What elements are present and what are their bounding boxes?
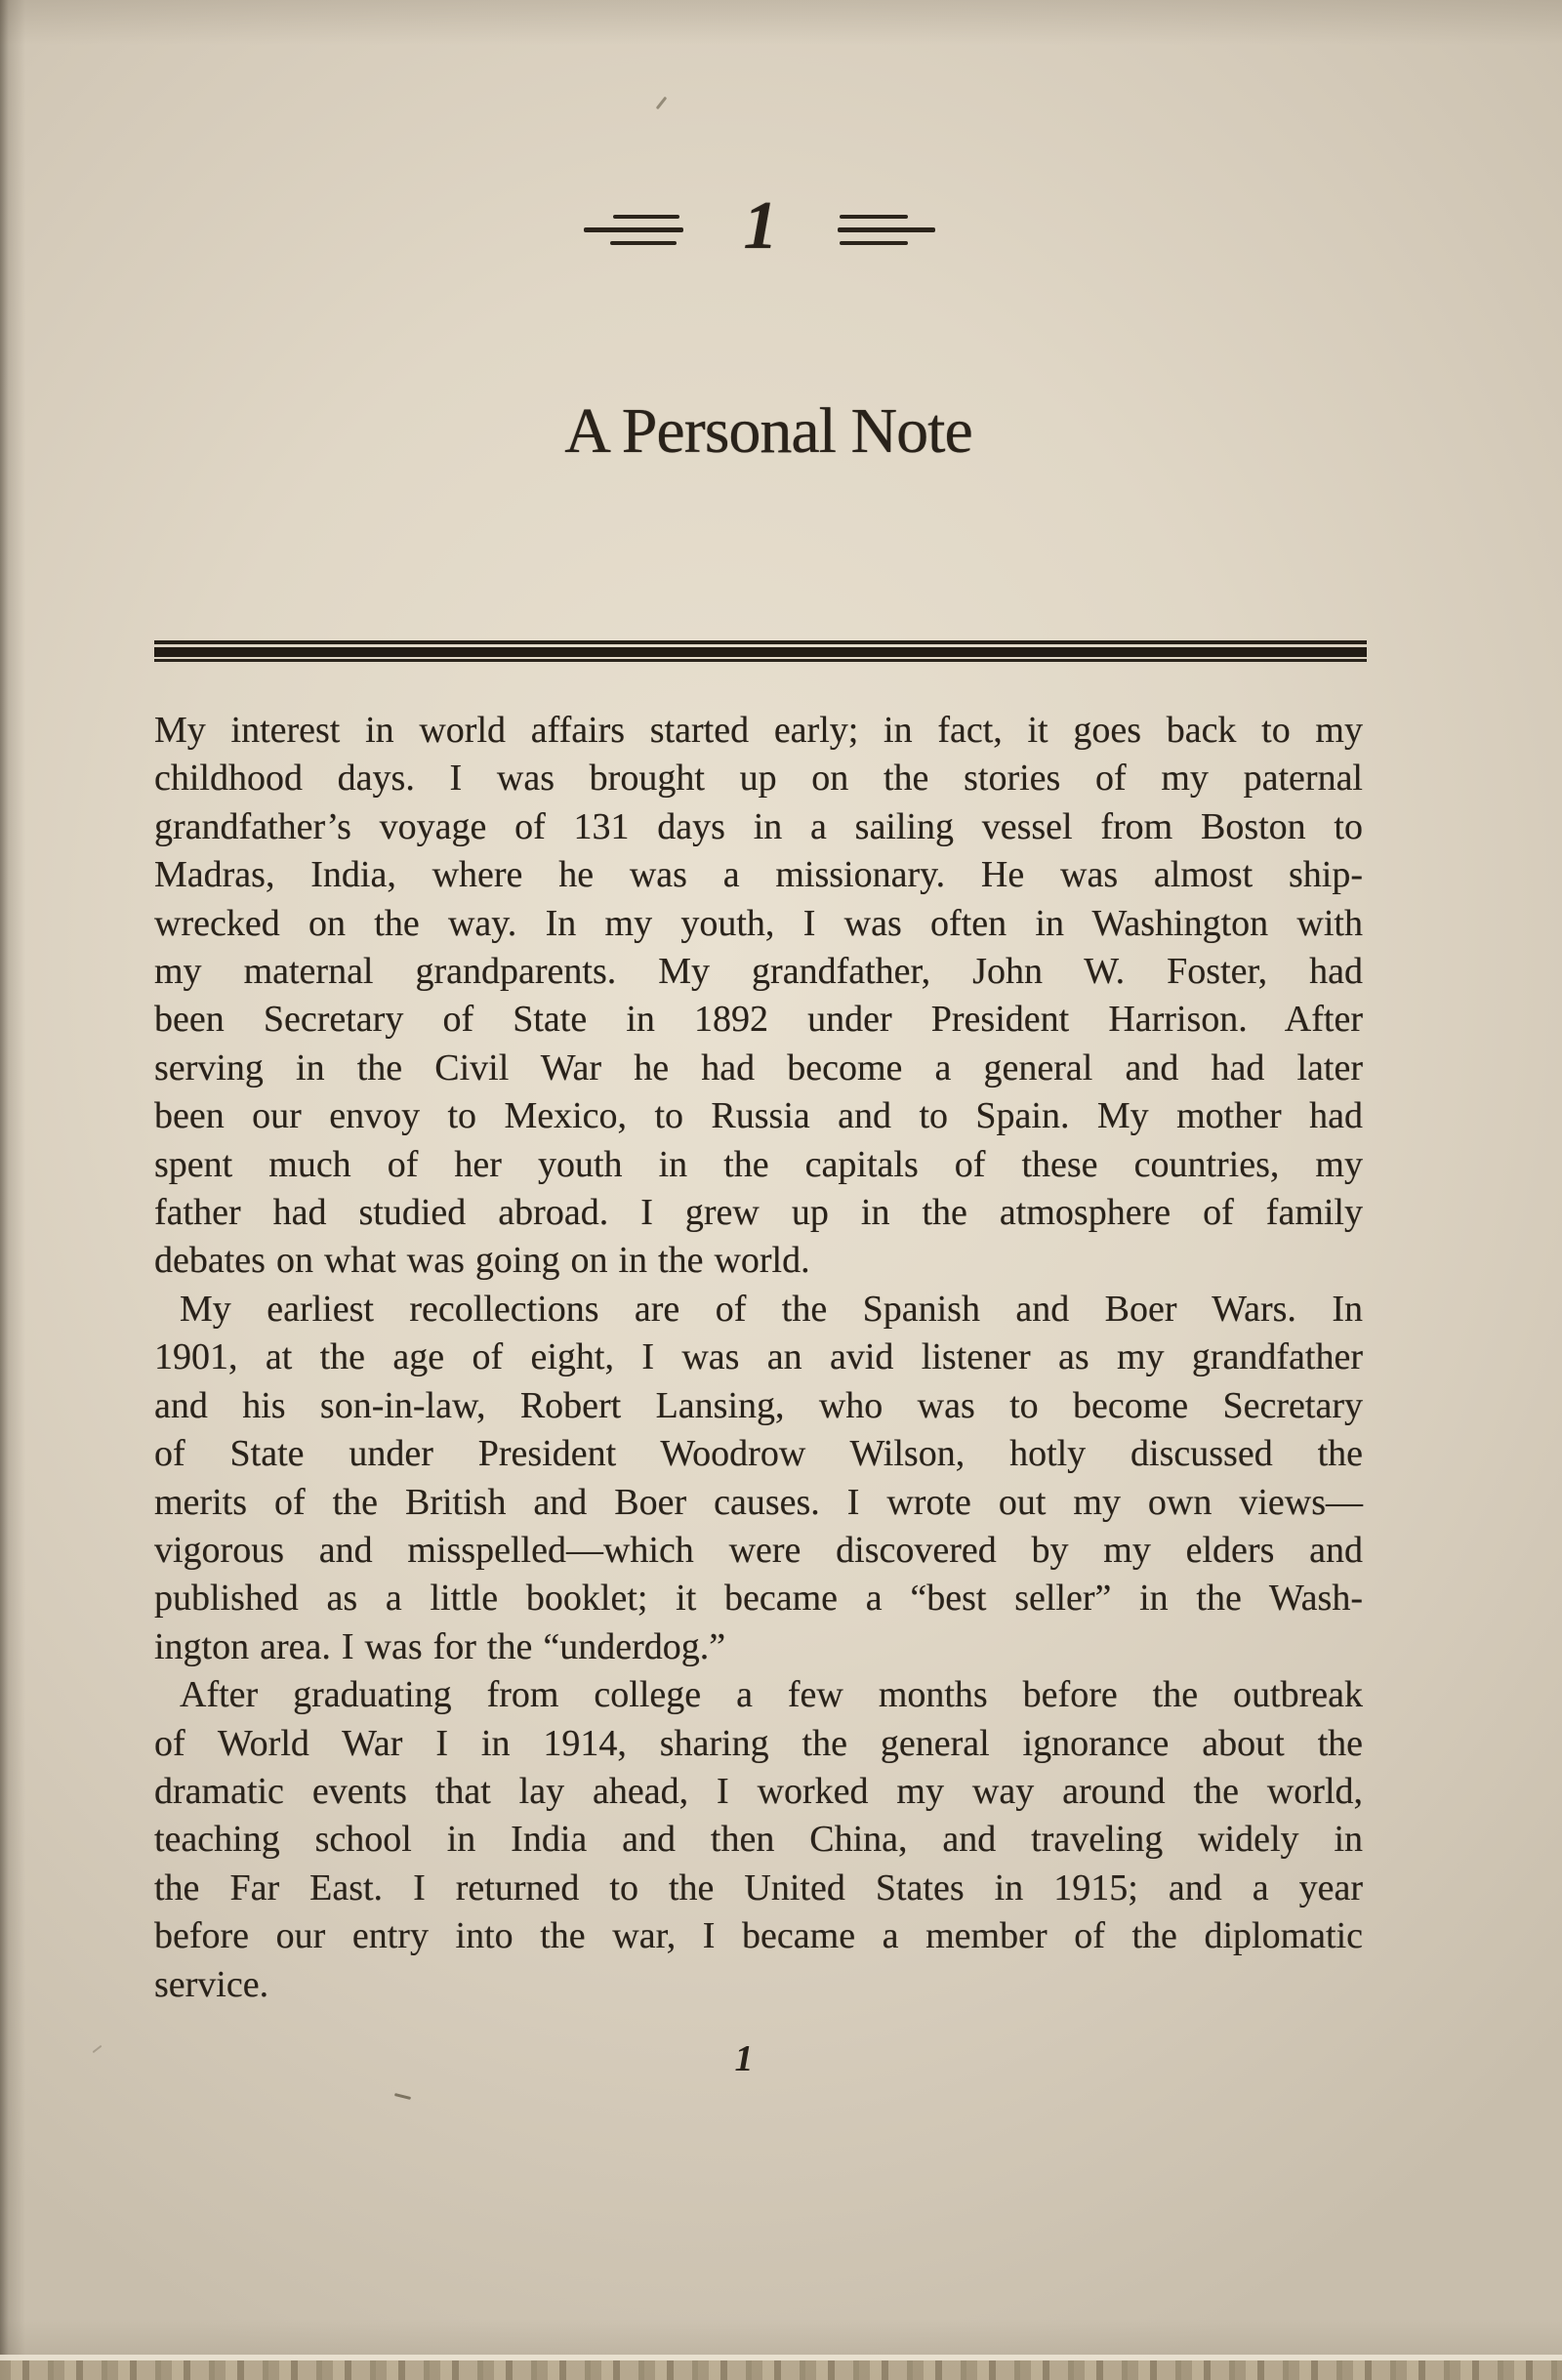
- ornament-rule: [584, 227, 683, 232]
- text-line: wrecked on the way. In my youth, I was often in Washington with: [154, 902, 1363, 944]
- text-line: debates on what was going on in the world.: [154, 1240, 810, 1282]
- text-line: vigorous and misspelled—which were discovered by my elders and: [154, 1529, 1363, 1571]
- text-line: before our entry into the war, I became a member of the diplomatic: [154, 1915, 1363, 1957]
- ornament-rule: [840, 215, 908, 219]
- ornament-rule: [610, 241, 677, 245]
- text-line: spent much of her youth in the capitals of these countries, my: [154, 1143, 1363, 1185]
- rule-line-thick: [154, 647, 1367, 657]
- chapter-ornament: [584, 188, 935, 264]
- ornament-right-rules-icon: [838, 215, 935, 245]
- paragraph: [154, 1671, 1363, 2009]
- text-line: teaching school in India and then China, and traveling widely in: [154, 1819, 1363, 1861]
- text-line: 1901, at the age of eight, I was an avid listener as my grandfather: [154, 1336, 1363, 1378]
- text-line: been our envoy to Mexico, to Russia and to Spain. My mother had: [154, 1095, 1363, 1137]
- text-line: My interest in world affairs started early; in fact, it goes back to my: [154, 710, 1363, 751]
- ornament-rule: [840, 241, 908, 245]
- text-line: dramatic events that lay ahead, I worked my way around the world,: [154, 1770, 1363, 1812]
- text-line: father had studied abroad. I grew up in the atmosphere of family: [154, 1192, 1363, 1234]
- ornament-rule: [838, 227, 935, 232]
- body-text: [154, 707, 1363, 2009]
- text-line: the Far East. I returned to the United States in 1915; and a year: [154, 1867, 1363, 1908]
- chapter-title: A Personal Note: [564, 395, 972, 467]
- text-line: been Secretary of State in 1892 under President Harrison. After: [154, 999, 1363, 1041]
- page-number: 1: [734, 2038, 754, 2079]
- text-line: childhood days. I was brought up on the stories of my paternal: [154, 758, 1363, 800]
- paragraph: [154, 707, 1363, 1286]
- text-line: My earliest recollections are of the Spanish and Boer Wars. In: [180, 1288, 1363, 1330]
- rule-line-thin: [154, 640, 1367, 644]
- pencil-mark: [394, 2093, 411, 2100]
- text-line: serving in the Civil War he had become a general and had later: [154, 1046, 1363, 1088]
- text-line: After graduating from college a few months before the outbreak: [180, 1674, 1363, 1716]
- double-rule: [154, 640, 1367, 662]
- pencil-mark: [656, 97, 668, 110]
- text-line: grandfather’s voyage of 131 days in a sailing vessel from Boston to: [154, 805, 1363, 847]
- paragraph: [154, 1286, 1363, 1671]
- text-line: and his son-in-law, Robert Lansing, who was to become Secretary: [154, 1384, 1363, 1426]
- ornament-rule: [613, 215, 679, 219]
- pencil-mark: [93, 2045, 103, 2053]
- text-line: merits of the British and Boer causes. I wrote out my own views—: [154, 1481, 1363, 1523]
- text-line: Madras, India, where he was a missionary. He was almost ship-: [154, 854, 1363, 896]
- text-line: ington area. I was for the “underdog.”: [154, 1625, 726, 1667]
- chapter-number: 1: [743, 188, 778, 264]
- ornament-left-rules-icon: [584, 215, 683, 245]
- text-line: of State under President Woodrow Wilson, hotly discussed the: [154, 1433, 1363, 1475]
- rule-line-thin: [154, 659, 1367, 662]
- text-line: my maternal grandparents. My grandfather, John W. Foster, had: [154, 951, 1363, 993]
- text-line: service.: [154, 1963, 269, 2005]
- book-page-edge: [0, 2360, 1562, 2380]
- text-line: of World War I in 1914, sharing the general ignorance about the: [154, 1722, 1363, 1764]
- text-line: published as a little booklet; it became a “best seller” in the Wash-: [154, 1578, 1363, 1620]
